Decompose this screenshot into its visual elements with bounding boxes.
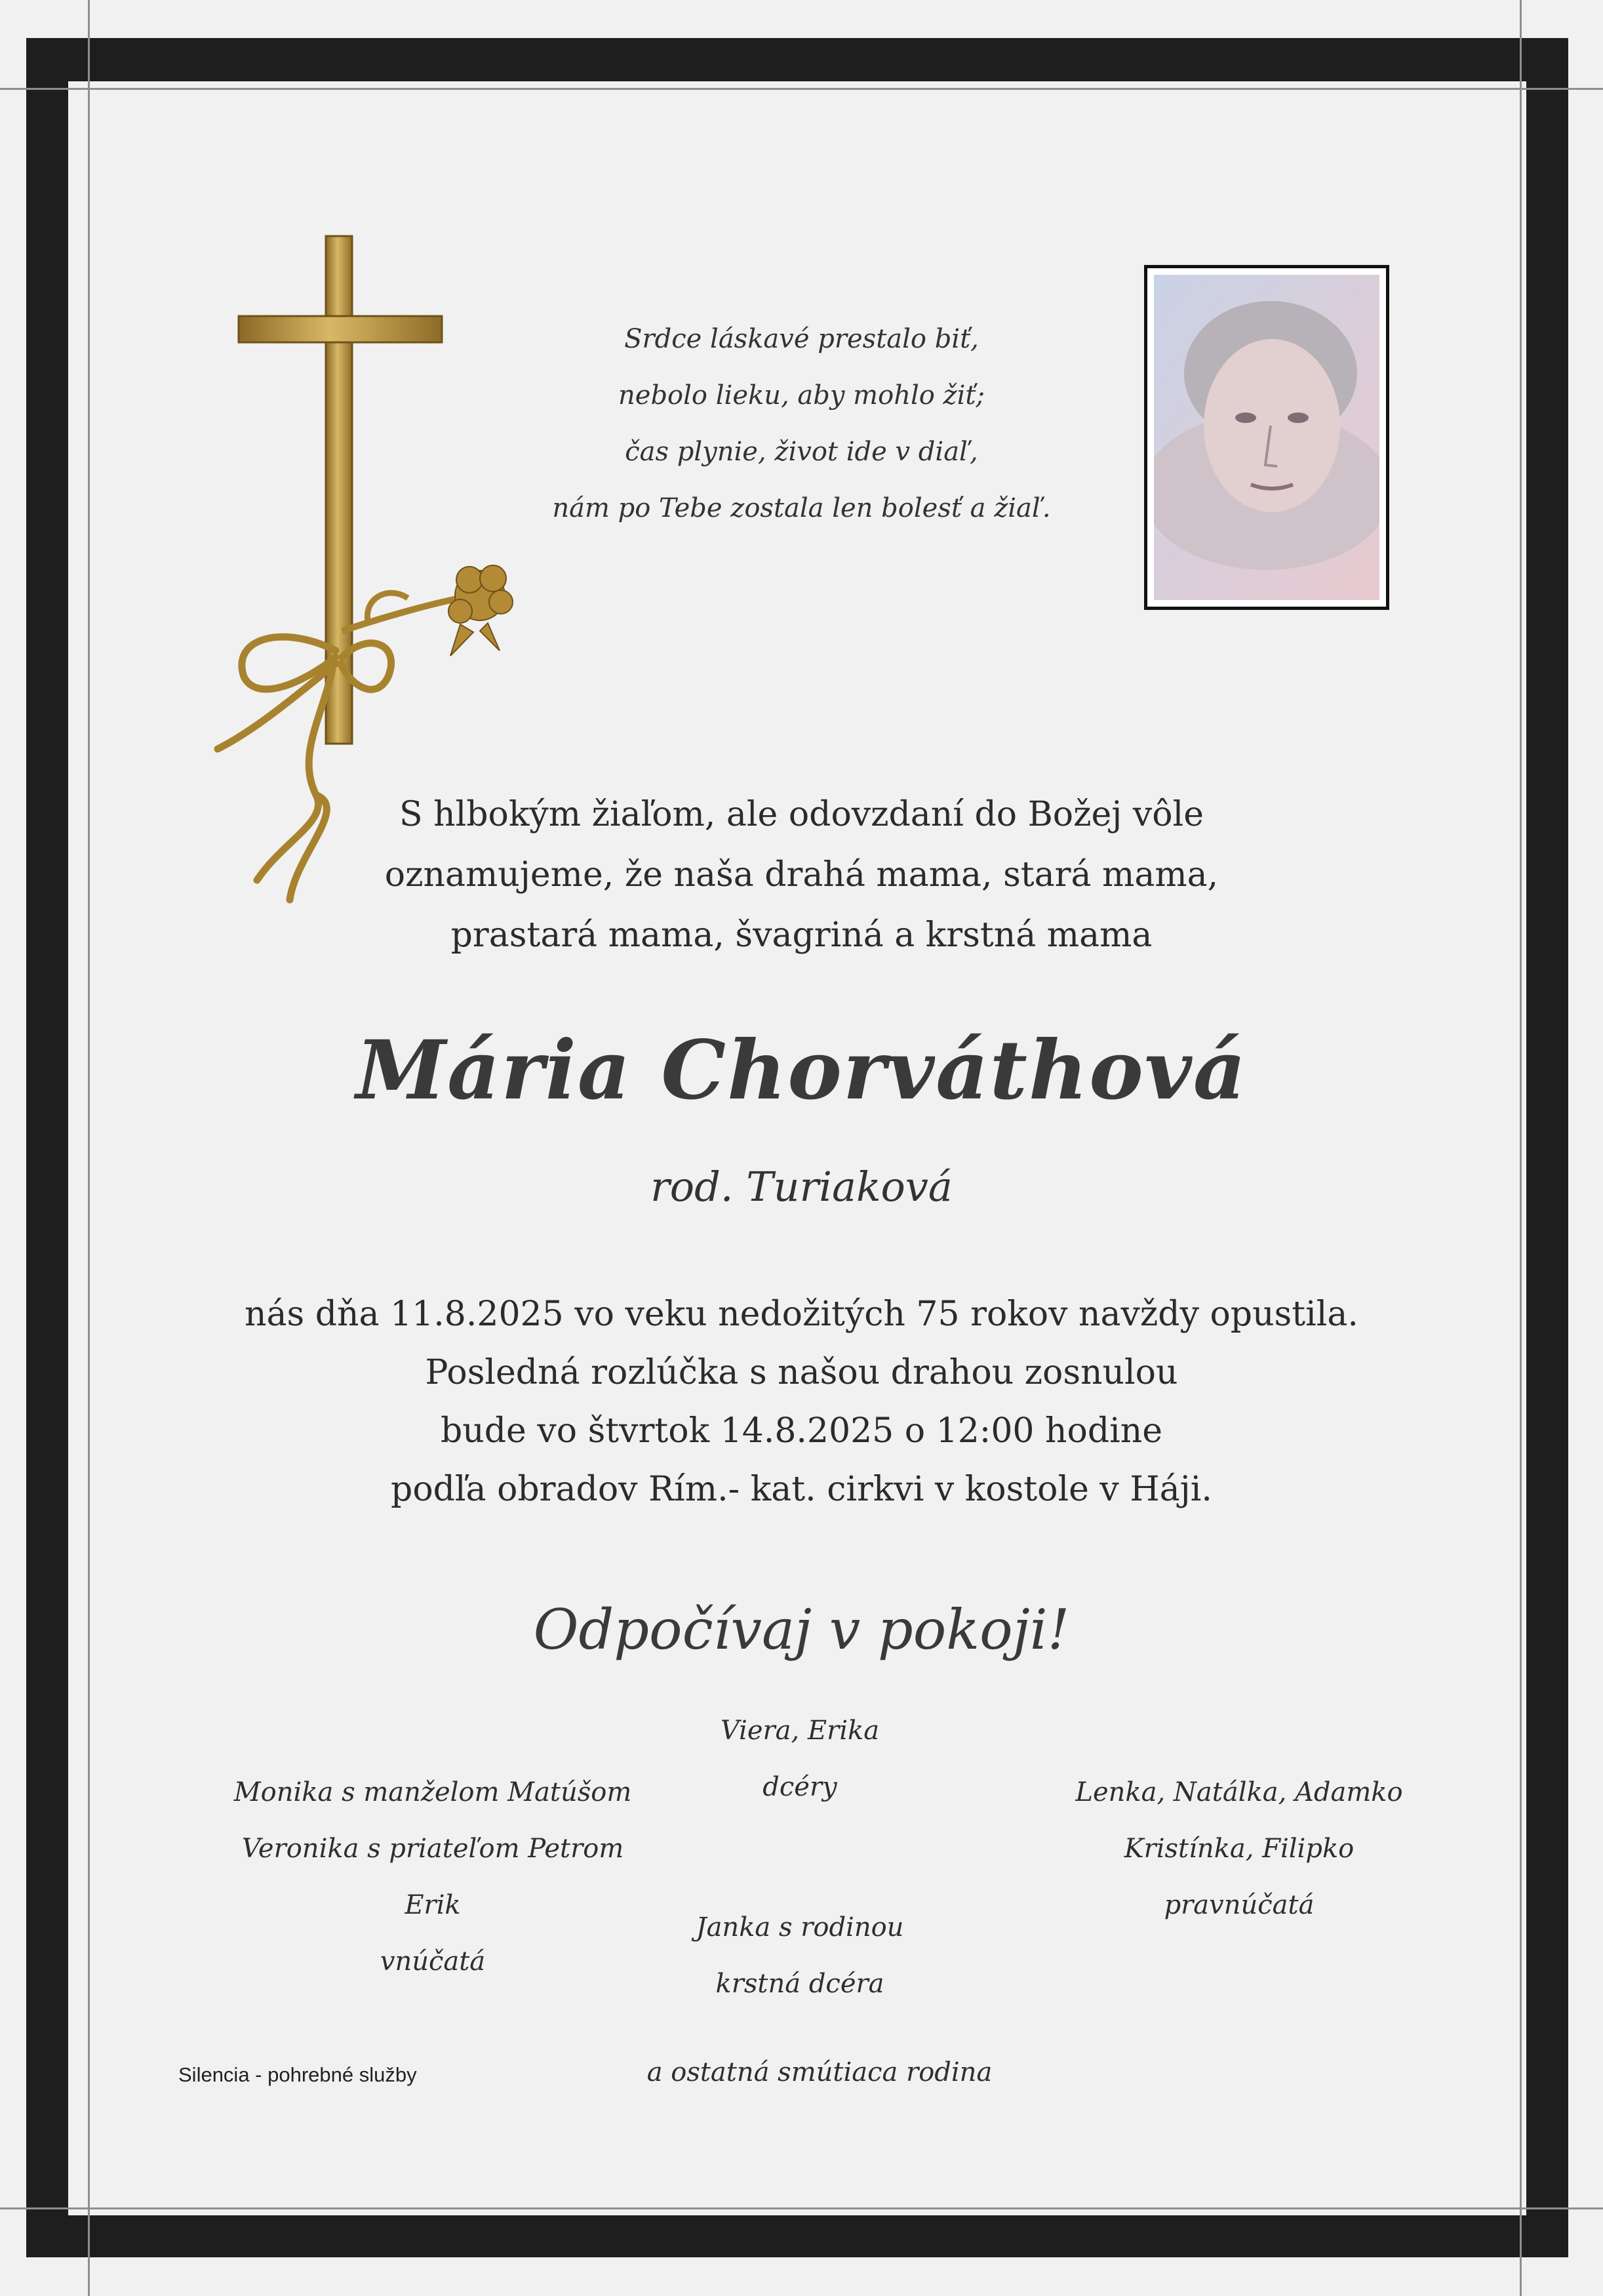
mourner-relation: krstná dcéra: [715, 1969, 884, 1999]
mourner-line: Erik: [405, 1890, 461, 1920]
notice-line: podľa obradov Rím.- kat. cirkvi v kostole v Háji.: [391, 1470, 1212, 1509]
funeral-notice: [0, 1285, 1603, 1519]
intro-line: S hlbokým žiaľom, ale odovzdaní do Božej vôle: [399, 795, 1204, 834]
poem-line: čas plynie, život ide v diaľ,: [625, 437, 978, 467]
maiden-name: rod. Turiaková: [650, 1163, 953, 1211]
poem-line: nám po Tebe zostala len bolesť a žiaľ.: [552, 493, 1051, 523]
mourner-relation: pravnúčatá: [1164, 1890, 1315, 1920]
mourner-line: Veronika s priateľom Petrom: [241, 1834, 624, 1864]
mourner-line: Janka s rodinou: [696, 1912, 904, 1943]
mourners-great-grandchildren: [1023, 1764, 1455, 1933]
intro-line: prastará mama, švagriná a krstná mama: [450, 916, 1153, 955]
mourner-relation: vnúčatá: [380, 1946, 486, 1977]
intro-line: oznamujeme, že naša drahá mama, stará mama,: [384, 855, 1219, 895]
mourners-goddaughter: [662, 1899, 938, 2012]
guide-line-bottom: [0, 2207, 1603, 2209]
mourner-line: Lenka, Natálka, Adamko: [1075, 1777, 1403, 1807]
frame-bottom-band: [26, 2215, 1568, 2257]
announcement-intro: [0, 784, 1603, 965]
guide-line-top: [0, 88, 1603, 90]
farewell-phrase: Odpočívaj v pokoji!: [533, 1598, 1070, 1662]
mourner-line: Monika s manželom Matúšom: [233, 1777, 632, 1807]
notice-line: Posledná rozlúčka s našou drahou zosnulou: [425, 1353, 1178, 1392]
funeral-agency: Silencia - pohrebné služby: [178, 2063, 417, 2086]
poem-line: nebolo lieku, aby mohlo žiť;: [618, 380, 985, 411]
portrait-photo: [1144, 265, 1389, 610]
notice-line: nás dňa 11.8.2025 vo veku nedožitých 75 rokov navždy opustila.: [245, 1295, 1358, 1334]
poem-line: Srdce láskavé prestalo biť,: [624, 324, 979, 354]
notice-line: bude vo štvrtok 14.8.2025 o 12:00 hodine: [440, 1411, 1162, 1451]
closing-family: a ostatná smútiaca rodina: [646, 2057, 993, 2087]
mourners-grandchildren: [216, 1764, 649, 1990]
mourner-line: Viera, Erika: [720, 1716, 880, 1746]
mourner-relation: dcéry: [762, 1772, 837, 1802]
frame-top-band: [26, 38, 1568, 81]
mourners-daughters: [662, 1702, 938, 1815]
deceased-name: Mária Chorváthová: [355, 1023, 1248, 1118]
mourner-line: Kristínka, Filipko: [1124, 1834, 1355, 1864]
